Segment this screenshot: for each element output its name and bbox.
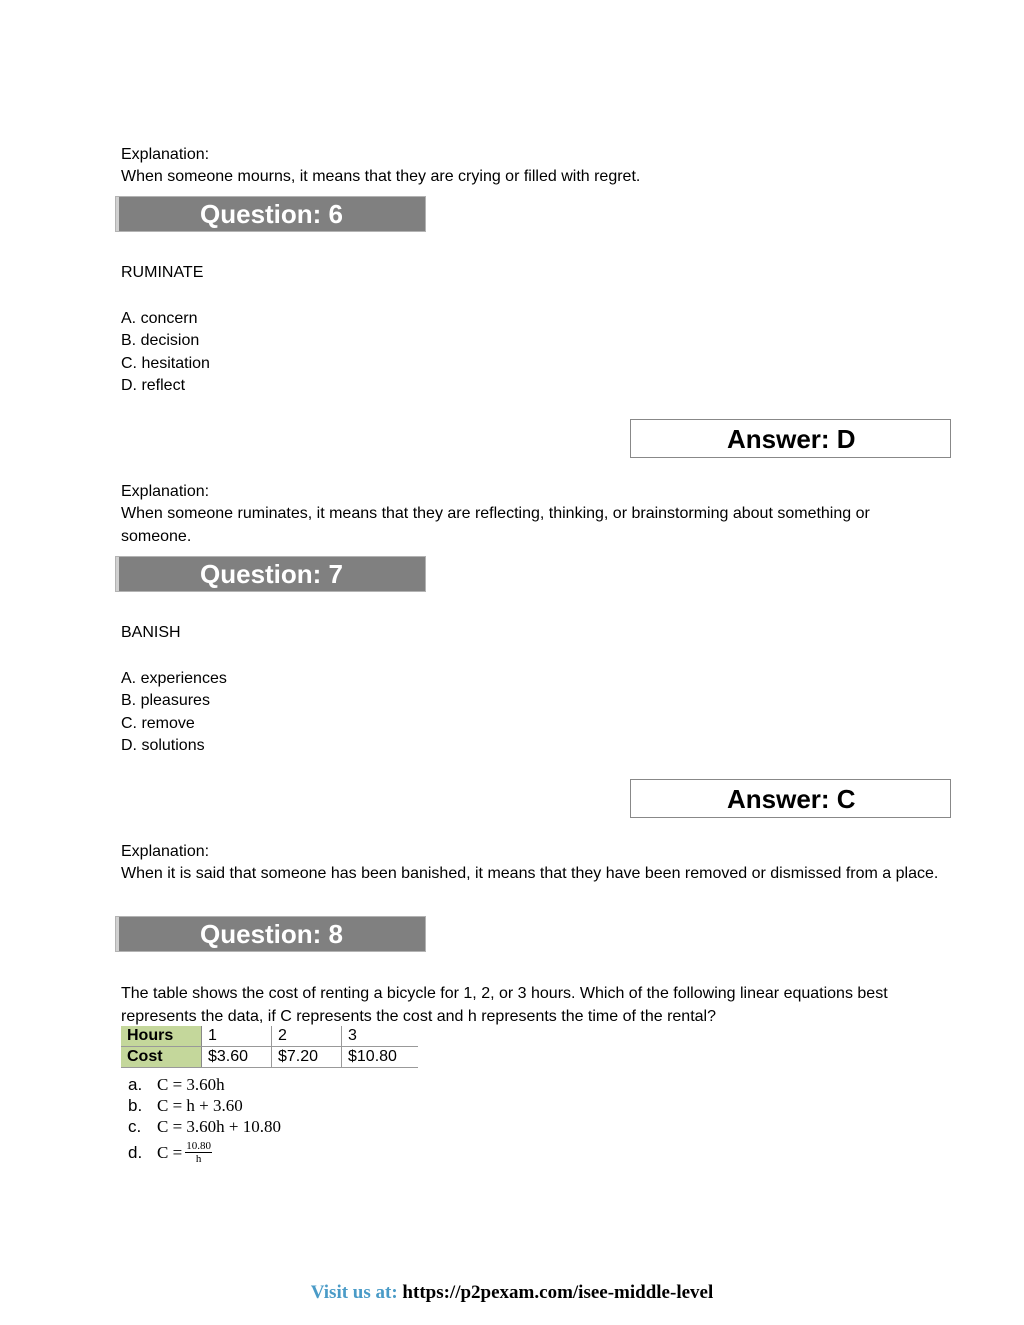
answer-box-6 [630,419,951,458]
answer-6-text: Answer: D [727,424,856,454]
table-cell: $3.60 [202,1047,272,1068]
table-cell: 2 [272,1026,342,1047]
explanation-label: Explanation: [121,146,210,163]
choice-a: a. C = 3.60h [128,1075,225,1094]
choice-b: b. C = h + 3.60 [128,1096,243,1115]
explanation-text: When someone mourns, it means that they are crying or filled with regret. [121,168,641,185]
question-8-header [115,916,426,952]
fraction: $\frac{10.80}{h}$ [186,1139,211,1165]
question-8-title: Question: 8 [200,919,344,949]
option-a: A. concern [121,310,198,327]
table-cell: $7.20 [272,1047,342,1068]
question-6-word: RUMINATE [121,264,204,281]
question-6-header [115,196,426,232]
footer-link[interactable]: https://p2pexam.com/isee-middle-level [402,1282,714,1303]
option-c: C. hesitation [121,355,210,372]
table-row-label: Hours [121,1026,202,1047]
equation: C = 3.60h [157,1075,225,1094]
choice-d: d. C = $\frac{10.80}{h}$ [128,1139,211,1165]
explanation-text: When someone ruminates, it means that they are reflecting, thinking, or brainstorming about something or someone. [121,505,870,545]
equation: C = [157,1142,183,1162]
footer [0,1282,1024,1304]
rental-cost-table [121,1026,418,1068]
explanation-text: When it is said that someone has been banished, it means that they have been removed or dismissed from a place. [121,865,939,882]
table-cell: 1 [202,1026,272,1047]
option-d: D. solutions [121,737,205,754]
equation: C = 3.60h + 10.80 [157,1117,282,1136]
option-d: D. reflect [121,377,186,394]
table-cell: 3 [342,1026,419,1047]
question-7-header [115,556,426,592]
question-6-title: Question: 6 [200,199,344,229]
explanation-label: Explanation: [121,483,210,500]
answer-7-text: Answer: C [727,784,856,814]
table-cell: $10.80 [342,1047,419,1068]
answer-choices [128,1074,281,1167]
footer-label: Visit us at: [310,1282,398,1303]
question-8-prompt: The table shows the cost of renting a bicycle for 1, 2, or 3 hours. Which of the following linear equations best represents the data, if C represents the cost and h represents the time of the rental? [121,985,888,1025]
equation: C = h + 3.60 [157,1096,243,1115]
table-row-label: Cost [121,1047,202,1068]
question-7-word: BANISH [121,624,181,641]
question-7-title: Question: 7 [200,559,344,589]
table-row [121,1047,418,1068]
option-b: B. decision [121,332,200,349]
choice-c: c. C = 3.60h + 10.80 [128,1117,282,1136]
explanation-label: Explanation: [121,843,210,860]
option-c: C. remove [121,715,195,732]
option-a: A. experiences [121,670,227,687]
table-row [121,1026,418,1047]
answer-box-7 [630,779,951,818]
option-b: B. pleasures [121,692,210,709]
